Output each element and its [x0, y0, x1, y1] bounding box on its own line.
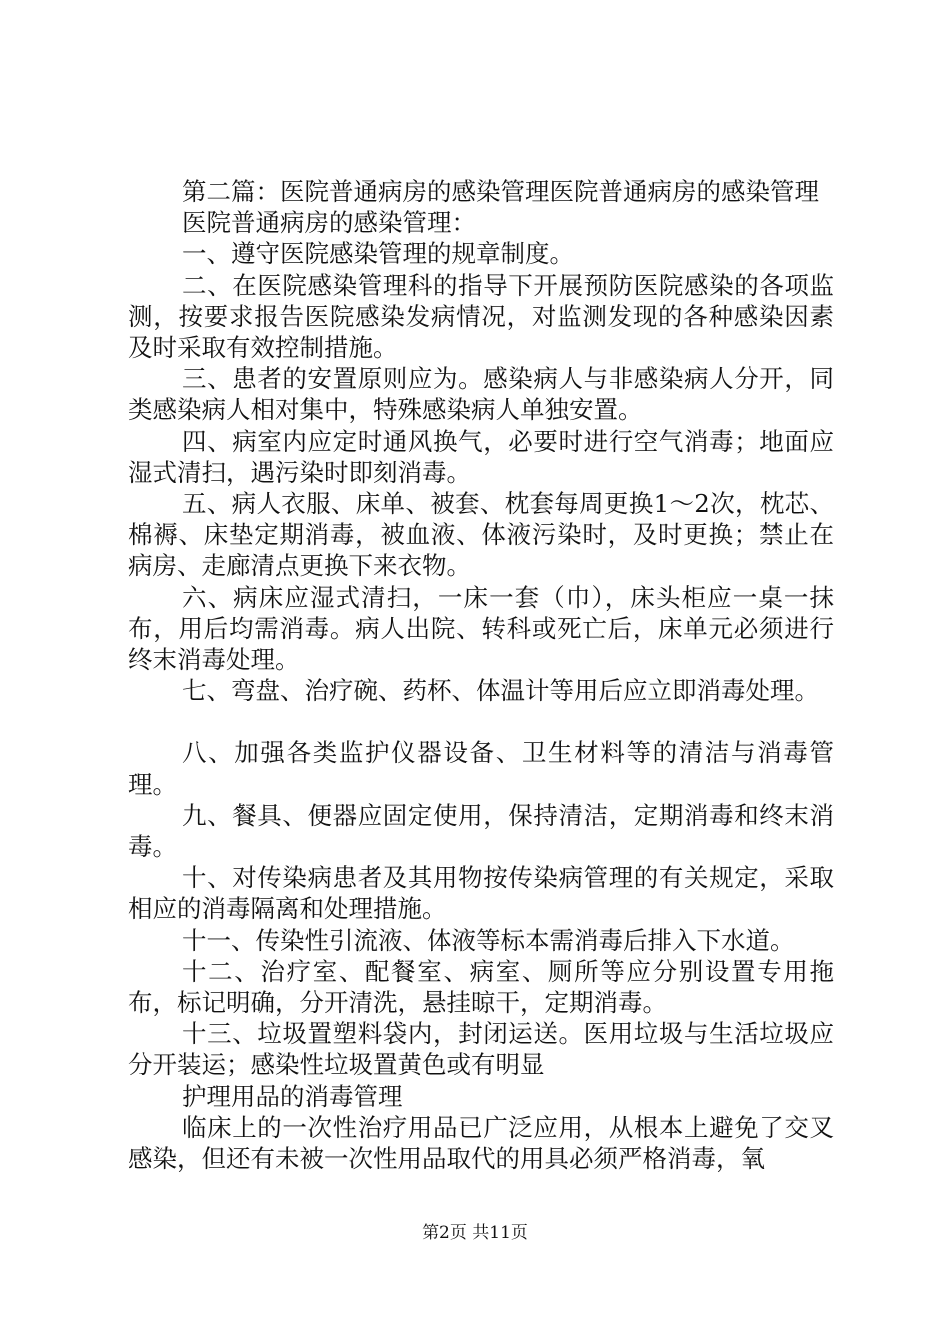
- document-body: [128, 176, 834, 1174]
- page-number-footer: 第2页 共11页: [422, 1223, 528, 1243]
- paragraph-item-4: 四、病室内应定时通风换气，必要时进行空气消毒；地面应湿式清扫，遇污染时即刻消毒。: [128, 426, 834, 487]
- paragraph-item-10: 十、对传染病患者及其用物按传染病管理的有关规定，采取相应的消毒隔离和处理措施。: [128, 863, 834, 924]
- paragraph-item-7: 七、弯盘、治疗碗、药杯、体温计等用后应立即消毒处理。: [182, 676, 819, 706]
- paragraph-item-8: 八、加强各类监护仪器设备、卫生材料等的清洁与消毒管理。: [128, 738, 834, 799]
- paragraph-body: 临床上的一次性治疗用品已广泛应用，从根本上避免了交叉感染，但还有未被一次性用品取代的用具必须严格消毒，氧: [128, 1112, 834, 1174]
- paragraph-item-12: 十二、治疗室、配餐室、病室、厕所等应分别设置专用拖布，标记明确，分开清洗，悬挂晾干，定期消毒。: [128, 956, 834, 1018]
- paragraph-item-2: 二、在医院感染管理科的指导下开展预防医院感染的各项监测，按要求报告医院感染发病情况，对监测发现的各种感染因素及时采取有效控制措施。: [128, 270, 834, 363]
- paragraph-subheading: 护理用品的消毒管理: [182, 1081, 403, 1111]
- paragraph-item-11: 十一、传染性引流液、体液等标本需消毒后排入下水道。: [182, 925, 795, 955]
- paragraph-title: 第二篇：医院普通病房的感染管理医院普通病房的感染管理: [182, 177, 819, 206]
- paragraph-heading: 医院普通病房的感染管理：: [182, 208, 476, 238]
- paragraph-item-13: 十三、垃圾置塑料袋内，封闭运送。医用垃圾与生活垃圾应分开装运；感染性垃圾置黄色或有明显: [128, 1019, 834, 1080]
- paragraph-item-5: 五、病人衣服、床单、被套、枕套每周更换1～2次，枕芯、棉褥、床垫定期消毒，被血液、体液污染时，及时更换；禁止在病房、走廊清点更换下来衣物。: [128, 489, 834, 581]
- paragraph-item-1: 一、遵守医院感染管理的规章制度。: [182, 239, 574, 269]
- paragraph-item-9: 九、餐具、便器应固定使用，保持清洁，定期消毒和终末消毒。: [128, 800, 834, 862]
- paragraph-item-6: 六、病床应湿式清扫，一床一套（巾），床头柜应一桌一抹布，用后均需消毒。病人出院、转科或死亡后，床单元必须进行终末消毒处理。: [128, 582, 834, 675]
- paragraph-item-3: 三、患者的安置原则应为。感染病人与非感染病人分开，同类感染病人相对集中，特殊感染病人单独安置。: [128, 364, 834, 425]
